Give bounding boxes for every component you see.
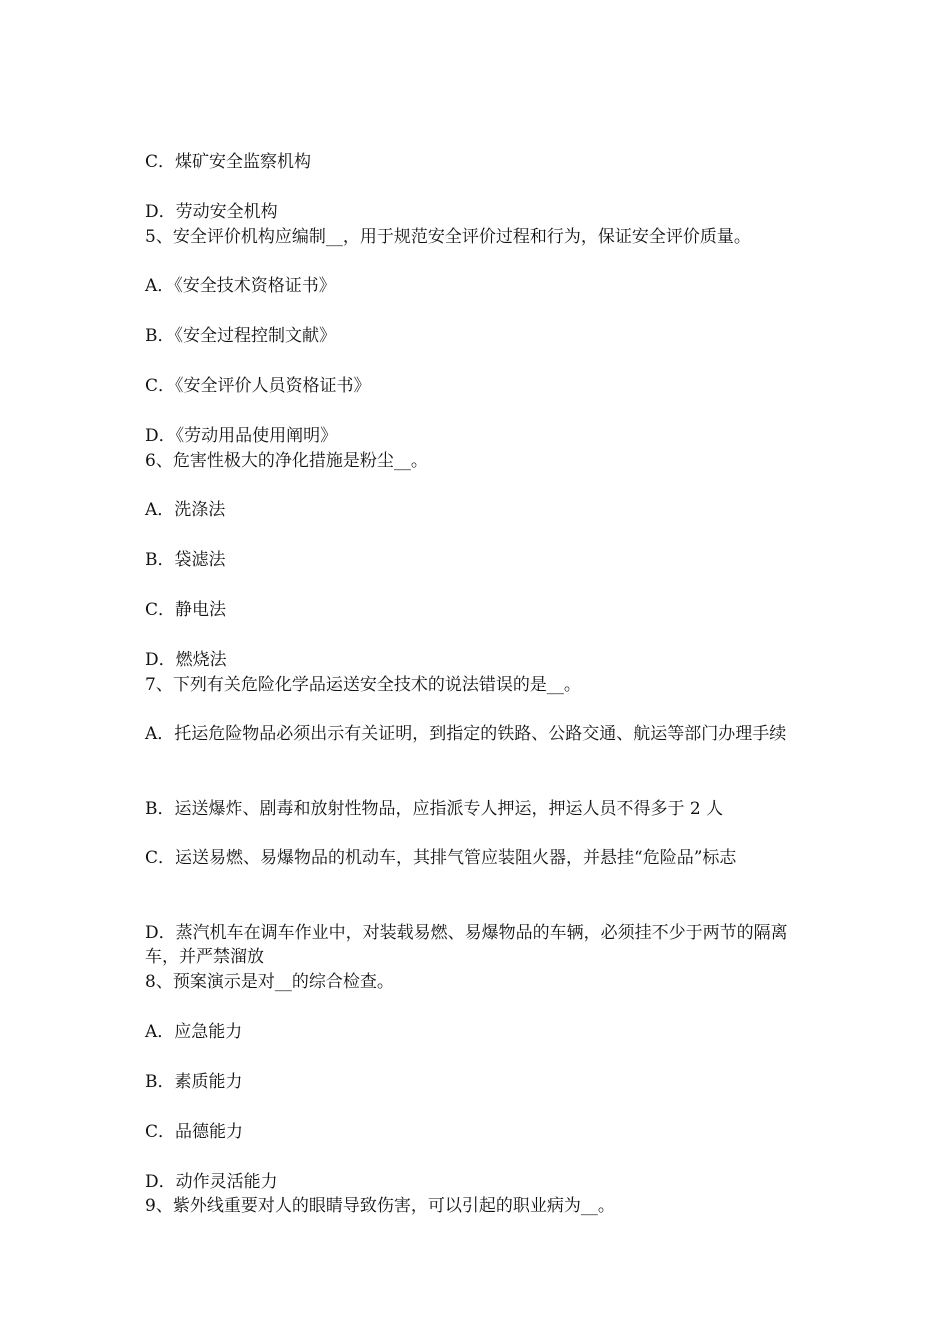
question-7: 7、下列有关危险化学品运送安全技术的说法错误的是__。 xyxy=(145,675,581,695)
question-9: 9、紫外线重要对人的眼睛导致伤害，可以引起的职业病为__。 xyxy=(145,1196,615,1216)
option-c-q8: C．品德能力 xyxy=(145,1122,244,1142)
option-b-q5: B．《安全过程控制文献》 xyxy=(145,326,336,346)
option-b-q6: B．袋滤法 xyxy=(145,550,226,570)
option-d-q8: D．动作灵活能力 xyxy=(145,1172,278,1192)
question-5: 5、安全评价机构应编制__，用于规范安全评价过程和行为，保证安全评价质量。 xyxy=(145,227,751,247)
option-a-q6: A．洗涤法 xyxy=(145,500,226,520)
option-a-q5: A．《安全技术资格证书》 xyxy=(145,276,336,296)
option-b-q7: B．运送爆炸、剧毒和放射性物品，应指派专人押运，押运人员不得多于 2 人 xyxy=(145,799,724,819)
option-c-q4: C．煤矿安全监察机构 xyxy=(145,152,312,172)
option-b-q8: B．素质能力 xyxy=(145,1072,243,1092)
option-c-q7: C．运送易燃、易爆物品的机动车，其排气管应装阻火器，并悬挂“危险品”标志 xyxy=(145,848,737,868)
option-d-q6: D．燃烧法 xyxy=(145,650,227,670)
question-8: 8、预案演示是对__的综合检查。 xyxy=(145,972,394,992)
question-6: 6、危害性极大的净化措施是粉尘__。 xyxy=(145,451,428,471)
option-a-q7: A．托运危险物品必须出示有关证明，到指定的铁路、公路交通、航运等部门办理手续 xyxy=(145,724,787,744)
option-c-q6: C．静电法 xyxy=(145,600,227,620)
option-d-q7: D．蒸汽机车在调车作业中，对装载易燃、易爆物品的车辆，必须挂不少于两节的隔离车，并严禁溜放 xyxy=(145,923,788,967)
option-c-q5: C．《安全评价人员资格证书》 xyxy=(145,376,371,396)
option-d-q4: D．劳动安全机构 xyxy=(145,202,278,222)
option-a-q8: A．应急能力 xyxy=(145,1022,243,1042)
option-d-q5: D．《劳动用品使用阐明》 xyxy=(145,426,338,446)
